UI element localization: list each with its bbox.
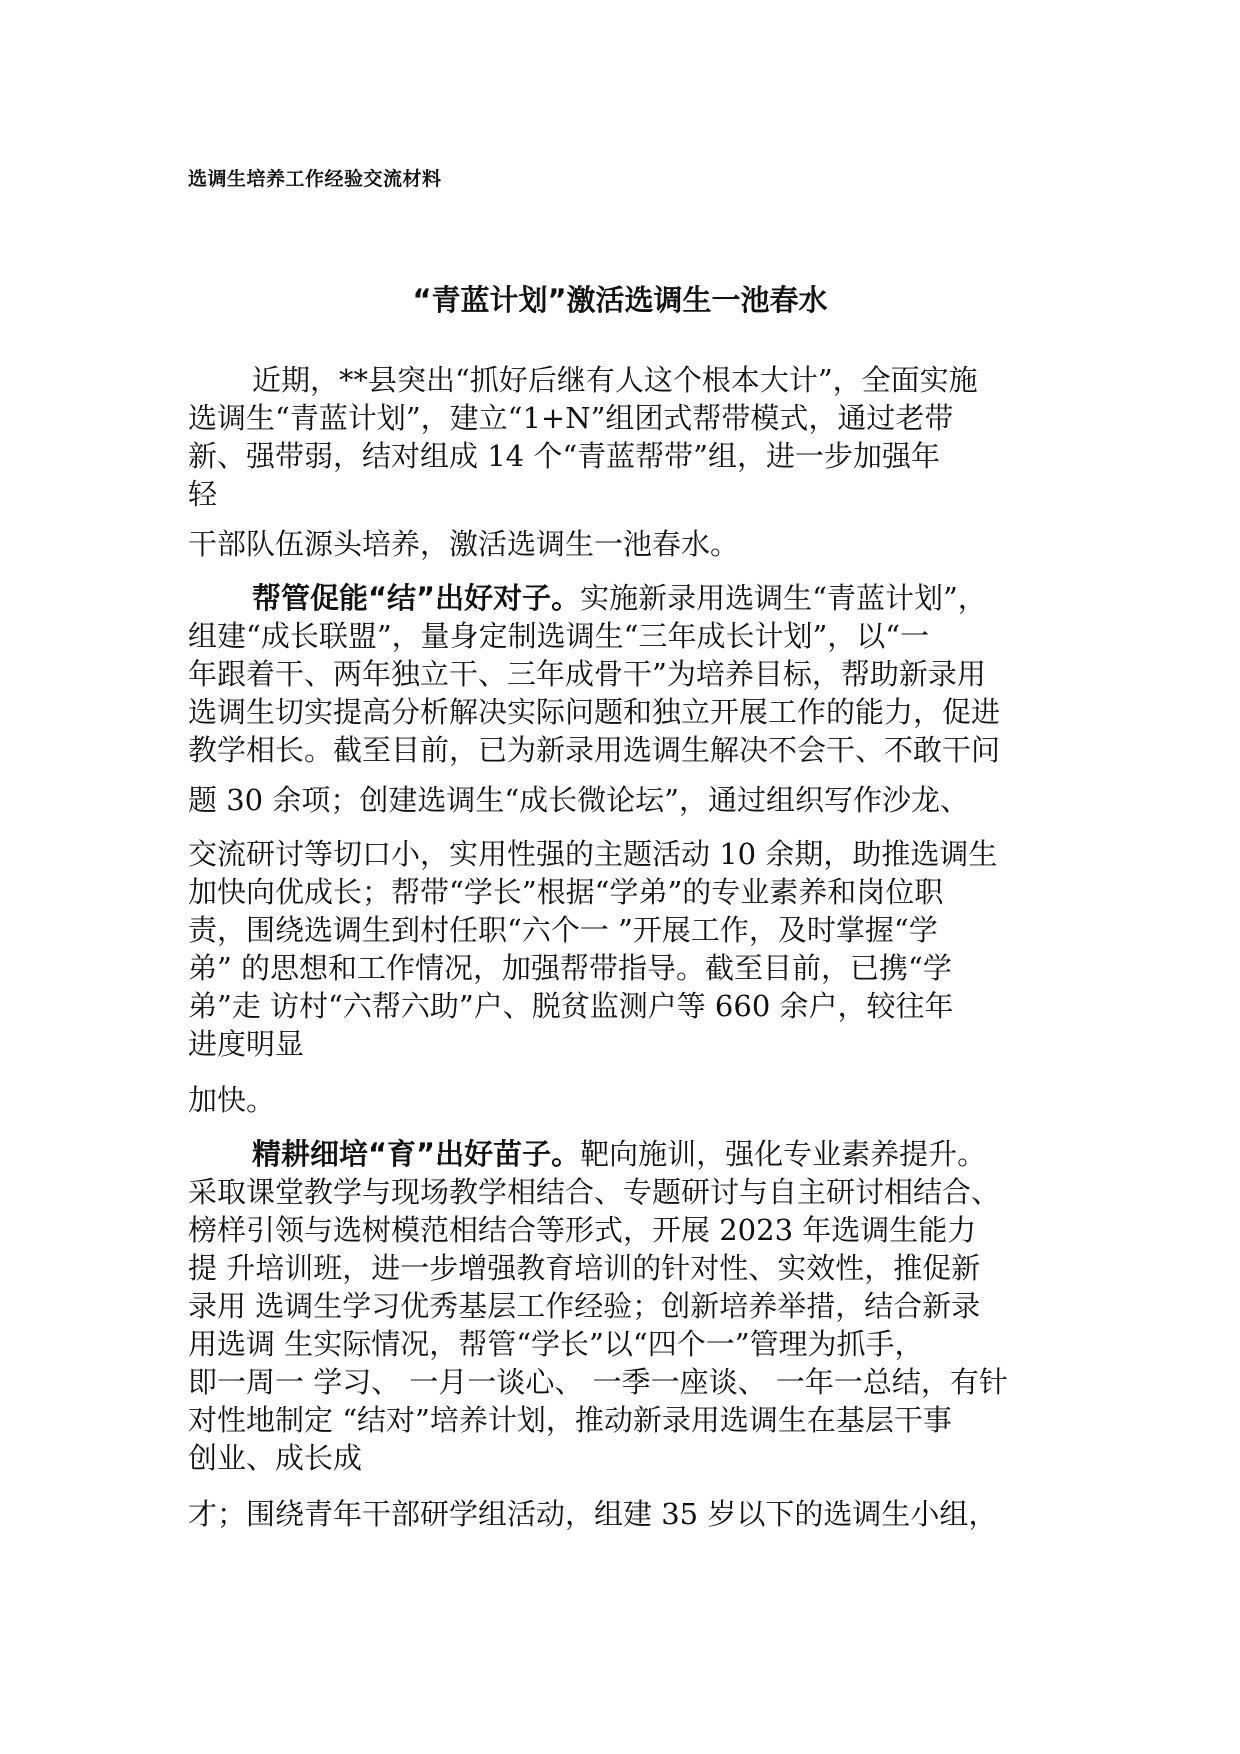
- section1-line: 教学相长。截至目前，已为新录用选调生解决不会干、不敢干问: [188, 733, 1001, 767]
- section2-line: 录用 选调生学习优秀基层工作经验；创新培养举措，结合新录: [188, 1289, 981, 1323]
- section2-line: 对性地制定 “结对”培养计划，推动新录用选调生在基层干事: [188, 1403, 952, 1437]
- section1-line: 弟” 的思想和工作情况，加强帮带指导。截至目前，已携“学: [188, 951, 952, 985]
- intro-line: 近期，**县突出“抓好后继有人这个根本大计”，全面实施: [252, 363, 978, 397]
- section1-line: 交流研讨等切口小，实用性强的主题活动 10 余期，助推选调生: [188, 837, 998, 871]
- intro-line: 选调生“青蓝计划”，建立“1+N”组团式帮带模式，通过老带: [188, 401, 954, 435]
- section1-line: 组建“成长联盟”，量身定制选调生“三年成长计划”，以“一: [188, 619, 930, 653]
- section1-first-line: [252, 580, 987, 616]
- intro-line: 新、强带弱，结对组成 14 个“青蓝帮带”组，进一步加强年: [188, 439, 940, 473]
- section2-line: 采取课堂教学与现场教学相结合、专题研讨与自主研讨相结合、: [188, 1175, 1001, 1209]
- document-title: “青蓝计划”激活选调生一池春水: [412, 283, 828, 317]
- section1-line: 进度明显: [188, 1027, 305, 1061]
- section1-lead: 帮管促能“结”出好对子。: [252, 581, 581, 615]
- section1-line: 弟”走 访村“六帮六助”户、脱贫监测户等 660 余户，较往年: [188, 989, 954, 1023]
- section2-line: 才；围绕青年干部研学组活动，组建 35 岁以下的选调生小组，: [188, 1497, 998, 1531]
- section1-line: 责，围绕选调生到村任职“六个一 ”开展工作，及时掌握“学: [188, 913, 938, 947]
- section2-first-line: [252, 1136, 986, 1172]
- intro-line: 干部队伍源头培养，激活选调生一池春水。: [188, 527, 740, 561]
- section1-line: 加快。: [188, 1083, 276, 1117]
- intro-line: 轻: [188, 477, 218, 511]
- section1-line: 选调生切实提高分析解决实际问题和独立开展工作的能力，促进: [188, 695, 1001, 729]
- section2-line: 创业、成长成: [188, 1441, 363, 1475]
- section1-line: 题 30 余项；创建选调生“成长微论坛”，通过组织写作沙龙、: [188, 783, 969, 817]
- section1-line: 年跟着干、两年独立干、三年成骨干”为培养目标，帮助新录用: [188, 657, 986, 691]
- document-category-label: 选调生培养工作经验交流材料: [188, 168, 442, 190]
- section2-lead: 精耕细培“育”出好苗子。: [252, 1137, 581, 1171]
- section2-line: 即一周一 学习、 一月一谈心、 一季一座谈、 一年一总结，有针: [188, 1365, 1008, 1399]
- section1-first-line-text: 实施新录用选调生“青蓝计划”，: [580, 581, 987, 615]
- section2-line: 榜样引领与选树模范相结合等形式，开展 2023 年选调生能力: [188, 1213, 977, 1247]
- section2-line: 提 升培训班，进一步增强教育培训的针对性、实效性，推促新: [188, 1251, 981, 1285]
- section1-line: 加快向优成长；帮带“学长”根据“学弟”的专业素养和岗位职: [188, 875, 944, 909]
- section2-line: 用选调 生实际情况，帮管“学长”以“四个一”管理为抓手，: [188, 1327, 924, 1361]
- section2-first-line-text: 靶向施训，强化专业素养提升。: [580, 1137, 987, 1171]
